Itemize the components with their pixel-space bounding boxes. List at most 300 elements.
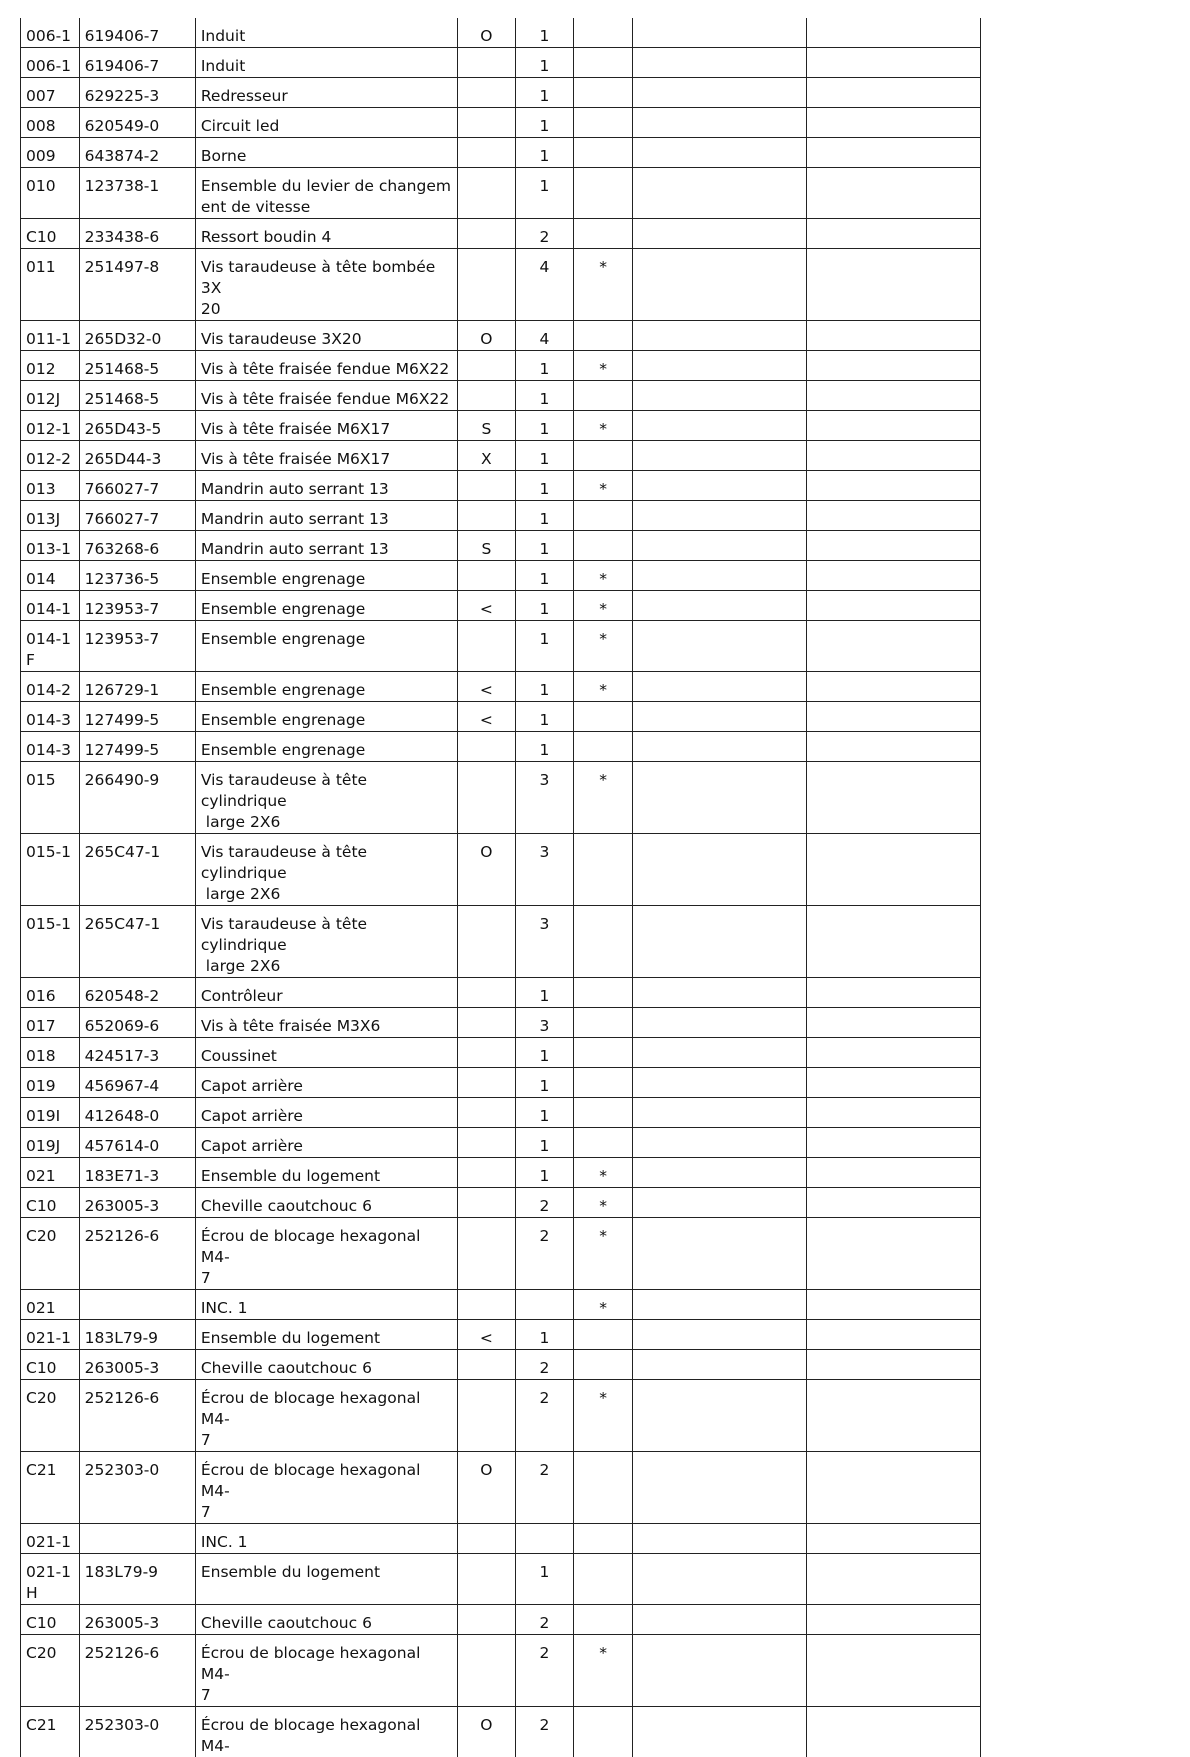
description-cell: Écrou de blocage hexagonal M4- [195, 1707, 457, 1757]
note-flag-cell [457, 249, 516, 321]
blank-cell [633, 78, 807, 108]
description-cell: Ensemble engrenage [195, 561, 457, 591]
item-number-cell: 018 [21, 1038, 80, 1068]
table-row [21, 1158, 981, 1188]
description-cell: Ensemble du logement [195, 1320, 457, 1350]
marker-cell: * [573, 411, 633, 441]
blank-cell [807, 1068, 981, 1098]
note-flag-cell [457, 978, 516, 1008]
marker-cell: * [573, 471, 633, 501]
table-row [21, 672, 981, 702]
marker-cell [573, 219, 633, 249]
note-flag-cell: < [457, 702, 516, 732]
blank-cell [633, 1707, 807, 1757]
description-cell: Écrou de blocage hexagonal M4- 7 [195, 1452, 457, 1524]
note-flag-cell [457, 1290, 516, 1320]
part-number-cell: 123736-5 [79, 561, 195, 591]
blank-cell [807, 1038, 981, 1068]
blank-cell [633, 471, 807, 501]
marker-cell [573, 978, 633, 1008]
note-flag-cell: S [457, 411, 516, 441]
table-row [21, 906, 981, 978]
description-cell: Ressort boudin 4 [195, 219, 457, 249]
marker-cell: * [573, 672, 633, 702]
table-row [21, 621, 981, 672]
table-row [21, 48, 981, 78]
quantity-cell: 2 [516, 1707, 574, 1757]
blank-cell [633, 441, 807, 471]
note-flag-cell [457, 732, 516, 762]
item-number-cell: 006-1 [21, 18, 80, 48]
marker-cell: * [573, 561, 633, 591]
blank-cell [633, 108, 807, 138]
blank-cell [633, 906, 807, 978]
part-number-cell: 252126-6 [79, 1218, 195, 1290]
description-cell: Vis à tête fraisée M3X6 [195, 1008, 457, 1038]
blank-cell [633, 762, 807, 834]
note-flag-cell [457, 561, 516, 591]
part-number-cell: 620548-2 [79, 978, 195, 1008]
item-number-cell: 008 [21, 108, 80, 138]
blank-cell [807, 1635, 981, 1707]
blank-cell [807, 168, 981, 219]
note-flag-cell [457, 906, 516, 978]
blank-cell [633, 1218, 807, 1290]
note-flag-cell [457, 1524, 516, 1554]
quantity-cell: 3 [516, 762, 574, 834]
quantity-cell: 1 [516, 1068, 574, 1098]
item-number-cell: C10 [21, 219, 80, 249]
marker-cell [573, 1068, 633, 1098]
item-number-cell: 015-1 [21, 834, 80, 906]
table-row [21, 561, 981, 591]
table-row [21, 411, 981, 441]
blank-cell [633, 1350, 807, 1380]
item-number-cell: C10 [21, 1605, 80, 1635]
blank-cell [807, 591, 981, 621]
marker-cell [573, 1554, 633, 1605]
part-number-cell: 263005-3 [79, 1188, 195, 1218]
note-flag-cell [457, 351, 516, 381]
table-row [21, 1008, 981, 1038]
note-flag-cell [457, 1128, 516, 1158]
marker-cell [573, 108, 633, 138]
item-number-cell: 013 [21, 471, 80, 501]
table-row [21, 381, 981, 411]
quantity-cell [516, 1524, 574, 1554]
item-number-cell: 021-1 [21, 1320, 80, 1350]
blank-cell [807, 561, 981, 591]
marker-cell [573, 168, 633, 219]
description-cell: INC. 1 [195, 1524, 457, 1554]
quantity-cell: 3 [516, 1008, 574, 1038]
note-flag-cell: O [457, 1707, 516, 1757]
parts-table [20, 18, 981, 1757]
item-number-cell: 013-1 [21, 531, 80, 561]
blank-cell [633, 321, 807, 351]
quantity-cell: 2 [516, 219, 574, 249]
blank-cell [807, 1350, 981, 1380]
table-row [21, 1605, 981, 1635]
item-number-cell: 013J [21, 501, 80, 531]
description-cell: Contrôleur [195, 978, 457, 1008]
description-cell: Ensemble engrenage [195, 672, 457, 702]
description-cell: Vis taraudeuse à tête cylindrique large 2X6 [195, 906, 457, 978]
part-number-cell: 424517-3 [79, 1038, 195, 1068]
blank-cell [633, 1635, 807, 1707]
table-row [21, 1707, 981, 1757]
table-row [21, 501, 981, 531]
blank-cell [807, 1605, 981, 1635]
blank-cell [633, 249, 807, 321]
part-number-cell: 126729-1 [79, 672, 195, 702]
description-cell: Cheville caoutchouc 6 [195, 1605, 457, 1635]
blank-cell [807, 621, 981, 672]
quantity-cell: 2 [516, 1380, 574, 1452]
part-number-cell: 252126-6 [79, 1380, 195, 1452]
note-flag-cell [457, 1038, 516, 1068]
blank-cell [807, 78, 981, 108]
part-number-cell: 265D43-5 [79, 411, 195, 441]
blank-cell [633, 1290, 807, 1320]
item-number-cell: 011-1 [21, 321, 80, 351]
marker-cell [573, 1128, 633, 1158]
item-number-cell: 014-3 [21, 702, 80, 732]
description-cell: Mandrin auto serrant 13 [195, 531, 457, 561]
item-number-cell: 012 [21, 351, 80, 381]
note-flag-cell [457, 381, 516, 411]
marker-cell [573, 18, 633, 48]
table-row [21, 1452, 981, 1524]
description-cell: Ensemble du logement [195, 1158, 457, 1188]
part-number-cell: 265C47-1 [79, 834, 195, 906]
blank-cell [807, 1524, 981, 1554]
blank-cell [807, 138, 981, 168]
note-flag-cell [457, 1068, 516, 1098]
parts-list-page [20, 18, 980, 1757]
quantity-cell: 1 [516, 702, 574, 732]
blank-cell [633, 501, 807, 531]
item-number-cell: 012J [21, 381, 80, 411]
part-number-cell: 457614-0 [79, 1128, 195, 1158]
marker-cell [573, 906, 633, 978]
marker-cell: * [573, 351, 633, 381]
marker-cell: * [573, 1635, 633, 1707]
blank-cell [807, 978, 981, 1008]
item-number-cell: 015 [21, 762, 80, 834]
quantity-cell: 1 [516, 351, 574, 381]
blank-cell [633, 732, 807, 762]
quantity-cell: 1 [516, 138, 574, 168]
blank-cell [633, 1380, 807, 1452]
part-number-cell: 652069-6 [79, 1008, 195, 1038]
quantity-cell: 1 [516, 18, 574, 48]
item-number-cell: 009 [21, 138, 80, 168]
blank-cell [807, 702, 981, 732]
part-number-cell: 123953-7 [79, 621, 195, 672]
quantity-cell: 1 [516, 168, 574, 219]
description-cell: Capot arrière [195, 1128, 457, 1158]
parts-table-body [21, 18, 981, 1757]
part-number-cell: 643874-2 [79, 138, 195, 168]
description-cell: Ensemble engrenage [195, 621, 457, 672]
note-flag-cell [457, 48, 516, 78]
part-number-cell: 252126-6 [79, 1635, 195, 1707]
blank-cell [633, 621, 807, 672]
note-flag-cell: O [457, 1452, 516, 1524]
table-row [21, 702, 981, 732]
note-flag-cell [457, 621, 516, 672]
table-row [21, 249, 981, 321]
table-row [21, 1380, 981, 1452]
note-flag-cell: O [457, 18, 516, 48]
item-number-cell: 014-2 [21, 672, 80, 702]
marker-cell [573, 381, 633, 411]
marker-cell [573, 732, 633, 762]
table-row [21, 1350, 981, 1380]
marker-cell: * [573, 591, 633, 621]
part-number-cell: 252303-0 [79, 1452, 195, 1524]
blank-cell [807, 1554, 981, 1605]
marker-cell [573, 501, 633, 531]
blank-cell [633, 1098, 807, 1128]
table-row [21, 138, 981, 168]
blank-cell [633, 561, 807, 591]
marker-cell [573, 138, 633, 168]
item-number-cell: C10 [21, 1350, 80, 1380]
quantity-cell: 2 [516, 1350, 574, 1380]
table-row [21, 1128, 981, 1158]
part-number-cell: 263005-3 [79, 1350, 195, 1380]
table-row [21, 978, 981, 1008]
marker-cell: * [573, 1188, 633, 1218]
blank-cell [633, 1452, 807, 1524]
item-number-cell: 014-3 [21, 732, 80, 762]
item-number-cell: 016 [21, 978, 80, 1008]
marker-cell: * [573, 1290, 633, 1320]
blank-cell [807, 531, 981, 561]
part-number-cell: 263005-3 [79, 1605, 195, 1635]
blank-cell [633, 351, 807, 381]
description-cell: Ensemble engrenage [195, 591, 457, 621]
blank-cell [633, 978, 807, 1008]
blank-cell [633, 138, 807, 168]
table-row [21, 1038, 981, 1068]
quantity-cell: 1 [516, 441, 574, 471]
quantity-cell: 1 [516, 1128, 574, 1158]
marker-cell [573, 1707, 633, 1757]
quantity-cell: 1 [516, 1158, 574, 1188]
table-row [21, 108, 981, 138]
blank-cell [807, 48, 981, 78]
quantity-cell: 3 [516, 834, 574, 906]
description-cell: Capot arrière [195, 1068, 457, 1098]
description-cell: Ensemble du logement [195, 1554, 457, 1605]
marker-cell: * [573, 762, 633, 834]
marker-cell [573, 1098, 633, 1128]
table-row [21, 321, 981, 351]
quantity-cell: 1 [516, 978, 574, 1008]
table-row [21, 1098, 981, 1128]
note-flag-cell [457, 1188, 516, 1218]
blank-cell [807, 732, 981, 762]
quantity-cell: 2 [516, 1188, 574, 1218]
part-number-cell: 183L79-9 [79, 1554, 195, 1605]
blank-cell [807, 441, 981, 471]
blank-cell [807, 351, 981, 381]
item-number-cell: 011 [21, 249, 80, 321]
marker-cell: * [573, 1218, 633, 1290]
blank-cell [807, 762, 981, 834]
item-number-cell: 007 [21, 78, 80, 108]
quantity-cell: 1 [516, 471, 574, 501]
marker-cell [573, 1008, 633, 1038]
part-number-cell: 412648-0 [79, 1098, 195, 1128]
blank-cell [807, 1158, 981, 1188]
description-cell: Coussinet [195, 1038, 457, 1068]
quantity-cell: 1 [516, 561, 574, 591]
blank-cell [807, 471, 981, 501]
quantity-cell: 4 [516, 249, 574, 321]
item-number-cell: C20 [21, 1218, 80, 1290]
note-flag-cell: O [457, 321, 516, 351]
note-flag-cell: X [457, 441, 516, 471]
blank-cell [633, 1554, 807, 1605]
marker-cell: * [573, 249, 633, 321]
description-cell: Vis à tête fraisée M6X17 [195, 411, 457, 441]
note-flag-cell: < [457, 672, 516, 702]
note-flag-cell [457, 1218, 516, 1290]
quantity-cell: 1 [516, 501, 574, 531]
part-number-cell: 265C47-1 [79, 906, 195, 978]
blank-cell [807, 1320, 981, 1350]
description-cell: Induit [195, 18, 457, 48]
marker-cell [573, 321, 633, 351]
blank-cell [807, 1452, 981, 1524]
blank-cell [633, 1320, 807, 1350]
part-number-cell: 629225-3 [79, 78, 195, 108]
note-flag-cell [457, 219, 516, 249]
part-number-cell: 266490-9 [79, 762, 195, 834]
description-cell: Redresseur [195, 78, 457, 108]
blank-cell [633, 834, 807, 906]
description-cell: Écrou de blocage hexagonal M4- 7 [195, 1218, 457, 1290]
note-flag-cell [457, 471, 516, 501]
note-flag-cell [457, 501, 516, 531]
quantity-cell: 1 [516, 108, 574, 138]
quantity-cell: 2 [516, 1635, 574, 1707]
item-number-cell: 015-1 [21, 906, 80, 978]
quantity-cell: 4 [516, 321, 574, 351]
item-number-cell: 021 [21, 1158, 80, 1188]
marker-cell [573, 48, 633, 78]
blank-cell [807, 1008, 981, 1038]
marker-cell [573, 78, 633, 108]
marker-cell: * [573, 621, 633, 672]
item-number-cell: C21 [21, 1452, 80, 1524]
description-cell: Vis taraudeuse à tête bombée 3X 20 [195, 249, 457, 321]
part-number-cell: 763268-6 [79, 531, 195, 561]
quantity-cell: 1 [516, 672, 574, 702]
note-flag-cell [457, 1605, 516, 1635]
part-number-cell: 766027-7 [79, 501, 195, 531]
note-flag-cell [457, 1158, 516, 1188]
note-flag-cell [457, 1635, 516, 1707]
note-flag-cell: S [457, 531, 516, 561]
blank-cell [633, 1128, 807, 1158]
description-cell: INC. 1 [195, 1290, 457, 1320]
item-number-cell: 010 [21, 168, 80, 219]
blank-cell [633, 1188, 807, 1218]
table-row [21, 531, 981, 561]
marker-cell [573, 1320, 633, 1350]
marker-cell: * [573, 1158, 633, 1188]
table-row [21, 441, 981, 471]
marker-cell [573, 1452, 633, 1524]
part-number-cell: 127499-5 [79, 702, 195, 732]
blank-cell [807, 108, 981, 138]
note-flag-cell: < [457, 591, 516, 621]
note-flag-cell [457, 1554, 516, 1605]
blank-cell [633, 1605, 807, 1635]
description-cell: Ensemble du levier de changem ent de vitesse [195, 168, 457, 219]
blank-cell [807, 501, 981, 531]
description-cell: Vis à tête fraisée M6X17 [195, 441, 457, 471]
blank-cell [807, 1218, 981, 1290]
item-number-cell: 019 [21, 1068, 80, 1098]
description-cell: Ensemble engrenage [195, 732, 457, 762]
note-flag-cell [457, 1380, 516, 1452]
description-cell: Capot arrière [195, 1098, 457, 1128]
table-row [21, 219, 981, 249]
marker-cell [573, 834, 633, 906]
blank-cell [633, 591, 807, 621]
quantity-cell: 1 [516, 591, 574, 621]
quantity-cell [516, 1290, 574, 1320]
item-number-cell: 017 [21, 1008, 80, 1038]
description-cell: Vis à tête fraisée fendue M6X22 [195, 351, 457, 381]
item-number-cell: C20 [21, 1635, 80, 1707]
table-row [21, 1524, 981, 1554]
blank-cell [807, 249, 981, 321]
description-cell: Vis taraudeuse 3X20 [195, 321, 457, 351]
part-number-cell: 265D44-3 [79, 441, 195, 471]
blank-cell [633, 702, 807, 732]
item-number-cell: 021-1H [21, 1554, 80, 1605]
note-flag-cell [457, 1098, 516, 1128]
description-cell: Cheville caoutchouc 6 [195, 1188, 457, 1218]
item-number-cell: 019I [21, 1098, 80, 1128]
item-number-cell: C20 [21, 1380, 80, 1452]
table-row [21, 351, 981, 381]
item-number-cell: 014 [21, 561, 80, 591]
note-flag-cell: < [457, 1320, 516, 1350]
table-row [21, 1320, 981, 1350]
marker-cell [573, 1350, 633, 1380]
blank-cell [633, 1524, 807, 1554]
note-flag-cell [457, 1350, 516, 1380]
marker-cell [573, 702, 633, 732]
item-number-cell: 014-1F [21, 621, 80, 672]
marker-cell: * [573, 1380, 633, 1452]
description-cell: Borne [195, 138, 457, 168]
note-flag-cell [457, 762, 516, 834]
blank-cell [807, 672, 981, 702]
table-row [21, 78, 981, 108]
quantity-cell: 2 [516, 1605, 574, 1635]
blank-cell [633, 1008, 807, 1038]
part-number-cell: 251468-5 [79, 351, 195, 381]
